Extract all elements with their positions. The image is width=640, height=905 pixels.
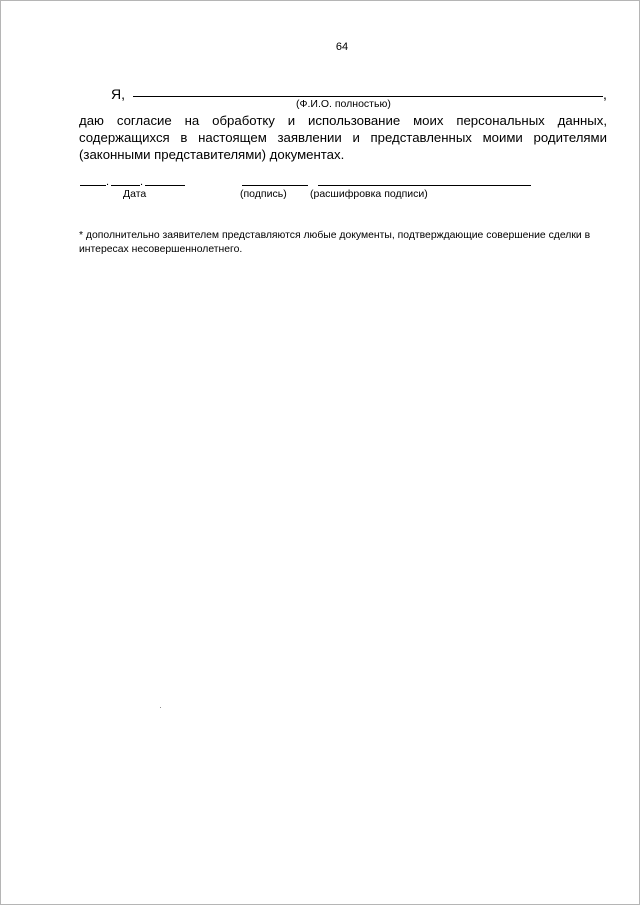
consent-paragraph: даю согласие на обработку и использование моих персональных данных, содержащихся в настоящем заявлении и представленных моими родителями (законными представителями) документах. bbox=[79, 113, 607, 162]
date-separator: . bbox=[106, 176, 110, 188]
signature-transcript-line[interactable] bbox=[318, 185, 531, 186]
date-year-line[interactable] bbox=[145, 185, 185, 186]
signature-transcript-caption: (расшифровка подписи) bbox=[310, 188, 428, 200]
date-month-line[interactable] bbox=[111, 185, 140, 186]
date-day-line[interactable] bbox=[80, 185, 106, 186]
signature-line[interactable] bbox=[242, 185, 308, 186]
footnote: * дополнительно заявителем представляются любые документы, подтверждающие совершение сделки в интересах несовершеннолетнего. bbox=[79, 230, 591, 255]
pronoun-label: Я, bbox=[111, 86, 125, 102]
scan-speck bbox=[160, 707, 161, 708]
full-name-caption: (Ф.И.О. полностью) bbox=[296, 98, 391, 110]
date-caption: Дата bbox=[123, 188, 147, 200]
signature-caption: (подпись) bbox=[240, 188, 287, 200]
date-separator: . bbox=[140, 176, 144, 188]
page-number: 64 bbox=[335, 41, 349, 53]
full-name-field-line[interactable] bbox=[133, 96, 603, 97]
name-trailing-comma: , bbox=[603, 86, 607, 102]
